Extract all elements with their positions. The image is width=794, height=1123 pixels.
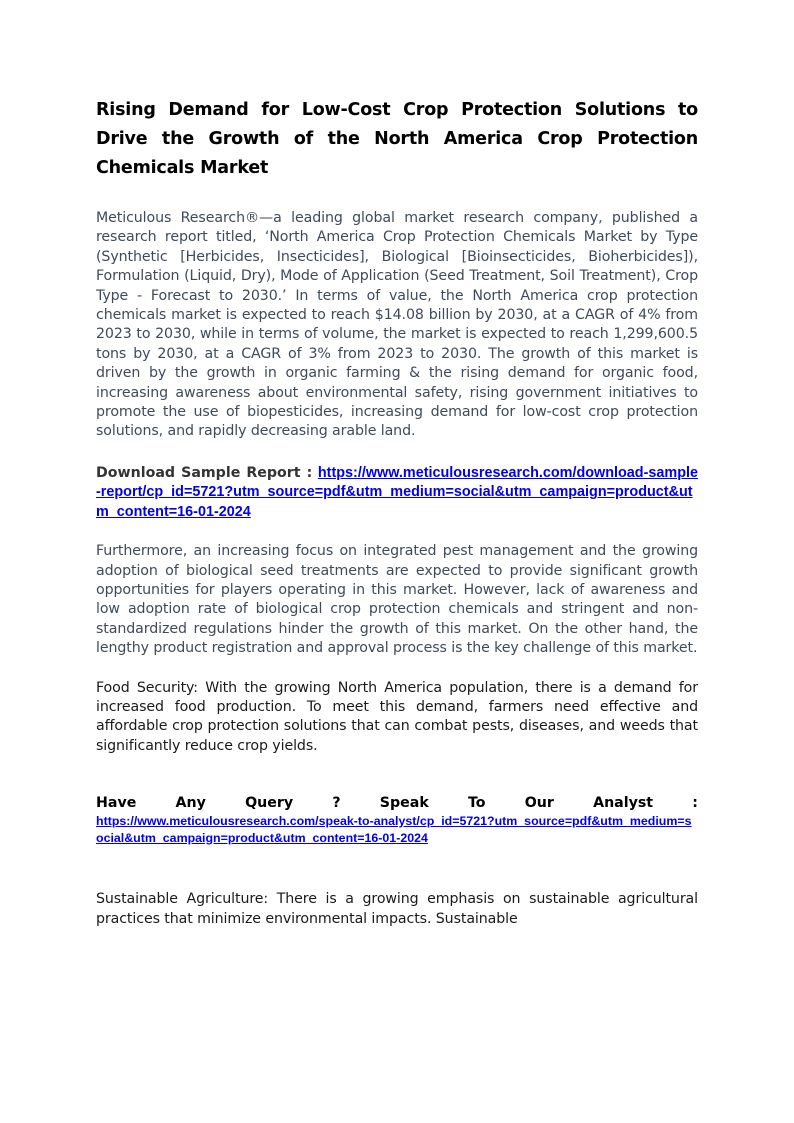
query-word: Our [524,795,554,812]
speak-to-analyst-link[interactable]: https://www.meticulousresearch.com/speak-to-analyst/cp_id=5721?utm_source=pdf&utm_medium=social&utm_campaign=product&utm_content=16-01-2024 [96,814,692,845]
download-sample-section [96,464,698,522]
opportunities-paragraph: Furthermore, an increasing focus on integrated pest management and the growing adoption of biological seed treatments are expected to provide significant growth opportunities for players operating in this market. However, lack of awareness and low adoption rate of biological crop protection chemicals and stringent and non-standardized regulations hinder the growth of this market. On the other hand, the lengthy product registration and approval process is the key challenge of this market. [96,543,698,657]
sustainable-agriculture-paragraph: Sustainable Agriculture: There is a growing emphasis on sustainable agricultural practices that minimize environmental impacts. Sustainable [96,891,698,927]
download-sample-link[interactable]: https://www.meticulousresearch.com/download-sample-report/cp_id=5721?utm_source=pdf&utm_medium=social&utm_campaign=product&utm_content=16-01-2024 [96,464,698,520]
food-security-paragraph: Food Security: With the growing North America population, there is a demand for increased food production. To meet this demand, farmers need effective and affordable crop protection solutions that can combat pests, diseases, and weeds that significantly reduce crop yields. [96,679,698,754]
query-word: ? [332,795,341,812]
analyst-query-section [96,794,698,846]
query-word: Speak [379,795,429,812]
analyst-query-label [96,794,698,813]
query-word: Analyst [593,795,654,812]
document-title: Rising Demand for Low-Cost Crop Protection Solutions to Drive the Growth of the North America Crop Protection Chemicals Market [96,100,698,178]
query-word: Any [175,795,206,812]
download-sample-label: Download Sample Report : [96,464,313,481]
query-word: : [692,795,698,812]
intro-paragraph: Meticulous Research®—a leading global market research company, published a research report titled, ‘North America Crop Protection Chemicals Market by Type (Synthetic [Herbicides, Insecticides], Biological [Bioinsecticides, Bioherbicides]), Formulation (Liquid, Dry), Mode of Application (Seed Treatment, Soil Treatment), Crop Type - Forecast to 2030.’ In terms of value, the North America crop protection chemicals market is expected to reach $14.08 billion by 2030, at a CAGR of 4% from 2023 to 2030, while in terms of volume, the market is expected to reach 1,299,600.5 tons by 2030, at a CAGR of 3% from 2023 to 2030. The growth of this market is driven by the growth in organic farming & the rising demand for organic food, increasing awareness about environmental safety, rising government initiatives to promote the use of biopesticides, increasing demand for low-cost crop protection solutions, and rapidly decreasing arable land. [96,210,698,440]
query-word: Query [245,795,294,812]
query-word: Have [96,795,137,812]
query-word: To [467,795,486,812]
document-page [96,96,698,929]
